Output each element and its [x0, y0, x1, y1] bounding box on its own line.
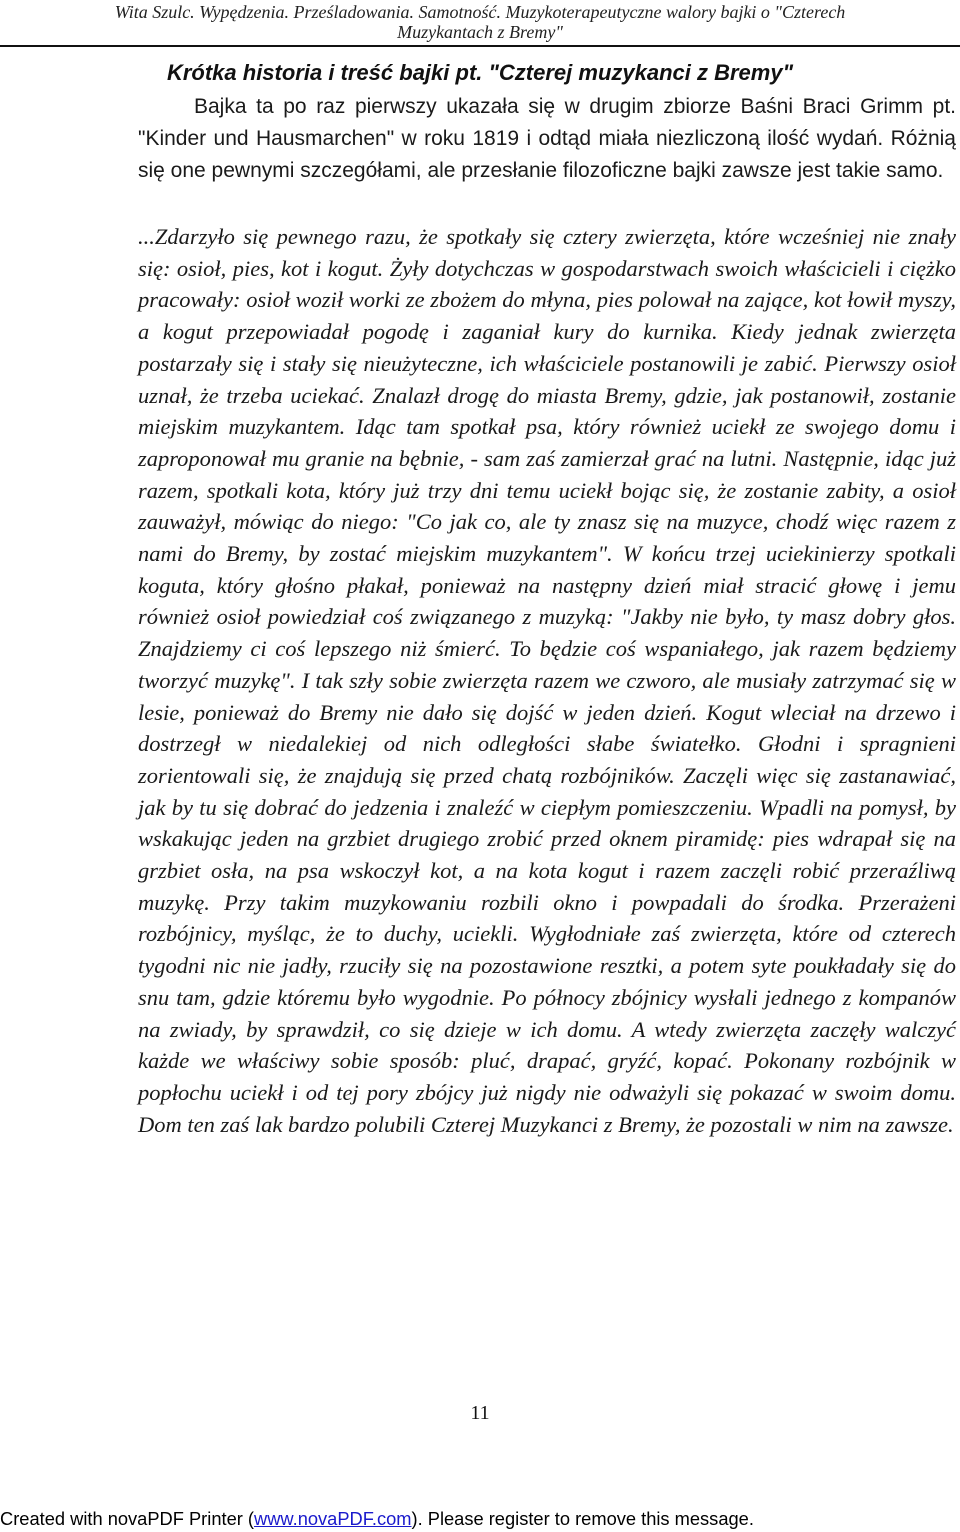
story-paragraph: ...Zdarzyło się pewnego razu, że spotkały się cztery zwierzęta, które wcześniej nie znały się: osioł, pies, kot i kogut. Żyły dotychczas w gospodarstwach swoich właścicieli i ciężko pracowały: osioł woził worki ze zbożem do młyna, pies polował na zające, kot łowił myszy, a kogut przepowiadał pogodę i zaganiał kury do kurnika. Kiedy jednak zwierzęta postarzały się i stały się nieużyteczne, ich właściciele postanowili je zabić. Pierwszy osioł uznał, że trzeba uciekać. Znalazł drogę do miasta Bremy, gdzie, jak postanowił, zostanie miejskim muzykantem. Idąc tam spotkał psa, który również uciekł ze swojego domu i zaproponował mu granie na bębnie, - sam zaś zamierzał grać na lutni. Następnie, idąc już razem, spotkali kota, który już trzy dni temu uciekł bojąc się, że zostanie zabity, a osioł zauważył, mówiąc do niego: "Co jak co, ale ty znasz się na muzyce, chodź więc razem z nami do Bremy, by zostać miejskim muzykantem". W końcu trzej uciekinierzy spotkali koguta, który głośno płakał, ponieważ na następny dzień miał stracić głowę i jemu również osioł powiedział coś związanego z muzyką: "Jakby nie było, ty masz dobry głos. Znajdziemy ci coś lepszego niż śmierć. To będzie coś wspaniałego, jak razem będziemy tworzyć muzykę". I tak szły sobie zwierzęta razem we czworo, ale musiały zatrzymać się w lesie, ponieważ do Bremy nie dało się dojść w jeden dzień. Kogut wleciał na drzewo i dostrzegł w niedalekiej od nich odległości słabe światełko. Głodni i spragnieni zorientowali się, że znajdują się przed chatą rozbójników. Zaczęli więc się zastanawiać, jak by tu się dobrać do jedzenia i znaleźć w ciepłym pomieszczeniu. Wpadli na pomysł, by wskakując jeden na grzbiet drugiego zrobić przed oknem piramidę: pies wdrapał się na grzbiet osła, na psa wskoczył kot, a na kota kogut i razem zaczęli robić przeraźliwą muzykę. Przy takim muzykowaniu rozbili okno i powpadali do środka. Przerażeni rozbójnicy, myśląc, że to duchy, uciekli. Wygłodniałe zaś zwierzęta, które od czterech tygodni nic nie jadły, rzuciły się na pozostawione resztki, a potem syte poukładały się do snu tam, gdzie któremu było wygodnie. Po północy zbójnicy wysłali jednego z kompanów na zwiady, by sprawdził, co się dzieje w ich domu. A wtedy zwierzęta zaczęły walczyć każde we właściwy sobie sposób: pluć, drapać, gryźć, kopać. Pokonany rozbójnik w popłochu uciekł i od tej pory zbójcy już nigdy nie odważyli się pokazać w swoim domu. Dom ten zaś lak bardzo polubili Czterej Muzykanci z Bremy, że pozostali w nim na zawsze. [138, 224, 956, 1137]
intro-text: Bajka ta po raz pierwszy ukazała się w drugim zbiorze Baśni Braci Grimm pt. "Kinder und Hausmarchen" w roku 1819 i odtąd miała niezliczoną ilość wydań. Różnią się one pewnymi szczegółami, ale przesłanie filozoficzne bajki zawsze jest takie samo. [138, 95, 956, 182]
header-line-1: Wita Szulc. Wypędzenia. Prześladowania. Samotność. Muzykoterapeutyczne walory bajki o "Czterech [114, 2, 846, 22]
header-divider [0, 45, 960, 47]
footer-prefix: Created with novaPDF Printer ( [0, 1508, 255, 1529]
pdf-footer [0, 1506, 960, 1532]
header-line-2: Muzykantach z Bremy" [397, 22, 563, 42]
footer-suffix: ). Please register to remove this message. [411, 1508, 754, 1529]
running-header [0, 2, 960, 42]
footer-link[interactable]: www.novaPDF.com [254, 1508, 412, 1529]
intro-paragraph [138, 91, 956, 187]
page-number: 11 [470, 1402, 490, 1424]
section-title: Krótka historia i treść bajki pt. "Czterej muzykanci z Bremy" [166, 60, 794, 85]
